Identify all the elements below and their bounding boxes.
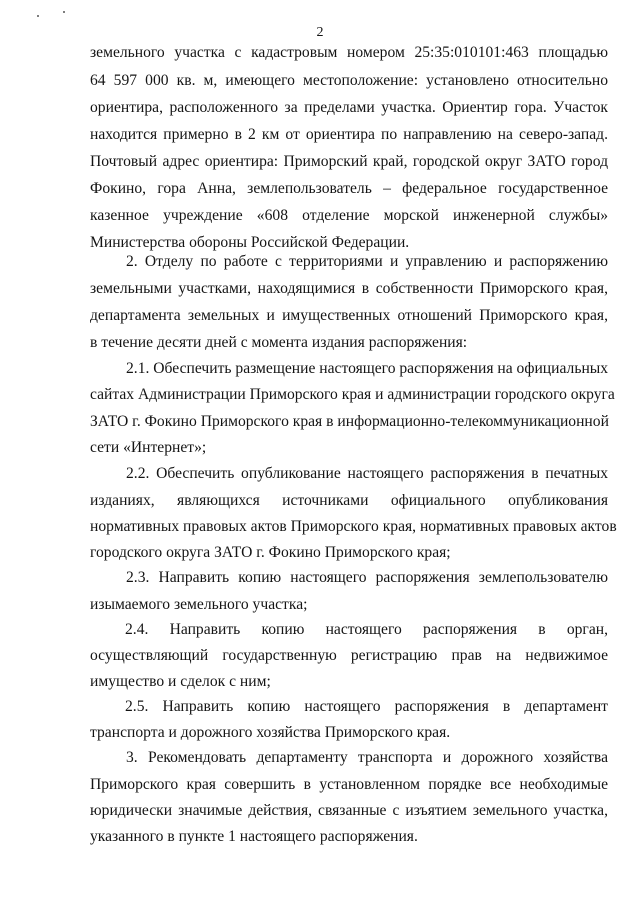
text-line: транспорта и дорожного хозяйства Приморского края. bbox=[90, 724, 451, 741]
text-line: городского округа ЗАТО г. Фокино Приморского края; bbox=[90, 544, 451, 561]
text-line: имущество и сделок с ним; bbox=[90, 673, 271, 690]
scan-speck bbox=[37, 15, 39, 17]
text-line: Почтовый адрес ориентира: Приморский край, городской округ ЗАТО город bbox=[90, 153, 608, 170]
paragraph-start-line: 2.3. Направить копию настоящего распоряжения землепользователю bbox=[126, 569, 608, 586]
text-line: ЗАТО г. Фокино Приморского края в информационно-телекоммуникационной bbox=[90, 413, 609, 430]
text-line: сети «Интернет»; bbox=[90, 439, 207, 456]
paragraph-start-line: 2.4. Направить копию настоящего распоряжения в орган, bbox=[125, 621, 608, 638]
text-line: казенное учреждение «608 отделение морской инженерной службы» bbox=[90, 207, 608, 224]
text-line: департамента земельных и имущественных отношений Приморского края, bbox=[90, 307, 608, 324]
text-line: нормативных правовых актов Приморского края, нормативных правовых актов bbox=[90, 518, 617, 535]
text-line: 64 597 000 кв. м, имеющего местоположение: установлено относительно bbox=[90, 72, 608, 89]
text-line: Фокино, гора Анна, землепользователь – федеральное государственное bbox=[90, 180, 608, 197]
text-line: земельного участка с кадастровым номером 25:35:010101:463 площадью bbox=[90, 44, 608, 61]
text-line: земельными участками, находящимися в собственности Приморского края, bbox=[90, 280, 608, 297]
text-line: находится примерно в 2 км от ориентира по направлению на северо-запад. bbox=[90, 126, 608, 143]
text-line: изданиях, являющихся источниками официального опубликования bbox=[90, 492, 608, 509]
paragraph-start-line: 2.1. Обеспечить размещение настоящего распоряжения на официальных bbox=[126, 360, 609, 377]
text-line: указанного в пункте 1 настоящего распоряжения. bbox=[90, 828, 418, 845]
text-line: юридически значимые действия, связанные с изъятием земельного участка, bbox=[90, 802, 608, 819]
paragraph-start-line: 2. Отделу по работе с территориями и управлению и распоряжению bbox=[126, 253, 608, 270]
paragraph-start-line: 2.5. Направить копию настоящего распоряжения в департамент bbox=[125, 698, 608, 715]
text-line: ориентира, расположенного за пределами участка. Ориентир гора. Участок bbox=[90, 99, 608, 116]
text-line: Министерства обороны Российской Федерации. bbox=[90, 234, 410, 251]
paragraph-start-line: 3. Рекомендовать департаменту транспорта и дорожного хозяйства bbox=[126, 749, 608, 766]
text-line: сайтах Администрации Приморского края и администрации городского округа bbox=[90, 386, 615, 403]
text-line: Приморского края совершить в установленном порядке все необходимые bbox=[90, 776, 608, 793]
scan-speck bbox=[63, 11, 65, 13]
text-line: изымаемого земельного участка; bbox=[90, 596, 308, 613]
text-line: осуществляющий государственную регистрацию прав на недвижимое bbox=[90, 647, 608, 664]
paragraph-start-line: 2.2. Обеспечить опубликование настоящего распоряжения в печатных bbox=[126, 465, 608, 482]
page-number: 2 bbox=[316, 25, 324, 40]
text-line: в течение десяти дней с момента издания распоряжения: bbox=[90, 334, 468, 351]
